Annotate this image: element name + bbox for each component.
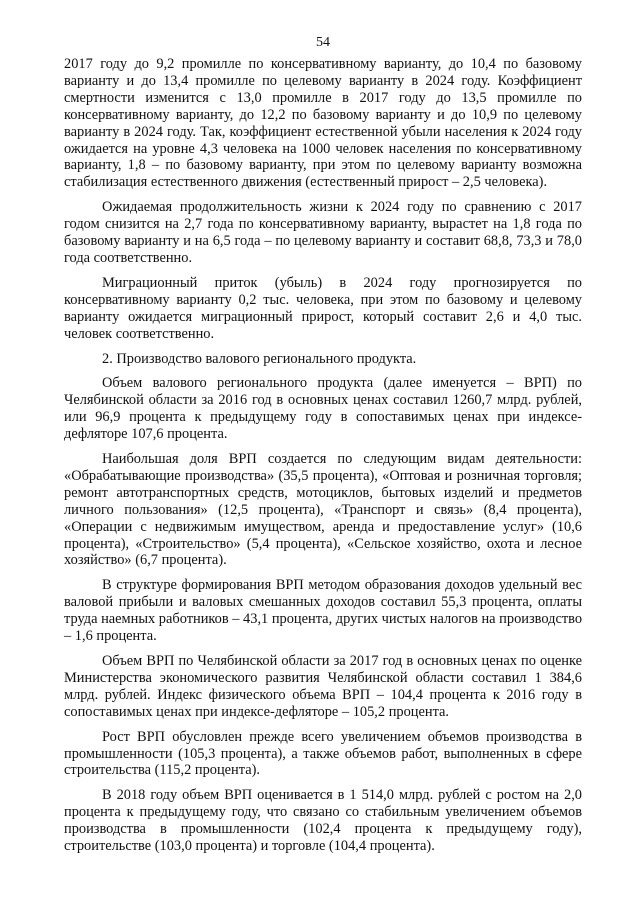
paragraph-grp-activity-shares: Наибольшая доля ВРП создается по следующим видам деятельности: «Обрабатывающие производства» (35,5 процента), «Оптовая и розничная торговля; ремонт автотранспортных средств, мотоциклов, бытовых изделий и предметов личного пользования» (12,5 процента), «Транспорт и связь» (8,4 процента), «Операции с недвижимым имуществом, аренда и предоставление услуг» (10,6 процента), «Строительство» (5,4 процента), «Сельское хозяйство, охота и лесное хозяйство» (6,7 процента). — [64, 451, 582, 569]
section-heading-grp: 2. Производство валового регионального продукта. — [102, 350, 417, 367]
paragraph-grp-2017: Объем ВРП по Челябинской области за 2017 год в основных ценах по оценке Министерства экономического развития Челябинской области составил 1 384,6 млрд. рублей. Индекс физического объема ВРП – 104,4 процента к 2016 году в сопоставимых ценах при индексе-дефляторе – 105,2 процента. — [64, 653, 582, 720]
paragraph-migration: Миграционный приток (убыль) в 2024 году прогнозируется по консервативному варианту 0,2 тыс. человека, при этом по базовому и целевому варианту ожидается миграционный прирост, который составит 2,6 и 4,0 тыс. человек соответственно. — [64, 274, 582, 342]
paragraph-life-expectancy: Ожидаемая продолжительность жизни к 2024 году по сравнению с 2017 годом снизится на 2,7 года по консервативному варианту, вырастет на 1,8 года по базовому варианту и на 6,5 года – по целевому варианту и составит 68,8, 73,3 и 78,0 года соответственно. — [64, 199, 582, 266]
document-body — [64, 56, 582, 855]
paragraph-grp-2016: Объем валового регионального продукта (далее именуется – ВРП) по Челябинской области за 2016 год в основных ценах составил 1260,7 млрд. рублей, или 96,9 процента к предыдущему году в сопоставимых ценах при индексе-дефляторе 107,6 процента. — [64, 375, 582, 443]
page-number: 54 — [316, 35, 330, 50]
paragraph-grp-2018: В 2018 году объем ВРП оценивается в 1 514,0 млрд. рублей с ростом на 2,0 процента к предыдущему году, что связано со стабильным увеличением объемов производства в промышленности (102,4 процента к предыдущему году), строительстве (103,0 процента) и торговле (104,4 процента). — [64, 787, 582, 855]
paragraph-grp-growth-drivers: Рост ВРП обусловлен прежде всего увеличением объемов производства в промышленности (105,3 процента), а также объемов работ, выполненных в сфере строительства (115,2 процента). — [64, 728, 582, 779]
paragraph-grp-income-structure: В структуре формирования ВРП методом образования доходов удельный вес валовой прибыли и валовых смешанных доходов составил 55,3 процента, оплаты труда наемных работников – 43,1 процента, других чистых налогов на производство – 1,6 процента. — [64, 577, 583, 645]
document-page — [64, 34, 582, 863]
paragraph-birth-mortality-rates: 2017 году до 9,2 промилле по консервативному варианту, до 10,4 по базовому варианту и до 13,4 промилле по целевому варианту в 2024 году. Коэффициент смертности изменится с 13,0 промилле в 2017 году до 13,5 промилле по консервативному варианту, до 12,2 по базовому варианту и до 10,9 по целевому варианту в 2024 году. Так, коэффициент естественной убыли населения к 2024 году ожидается на уровне 4,3 человека на 1000 человек населения по консервативному варианту, 1,8 – по базовому варианту, при этом по целевому варианту возможна стабилизация естественного движения (естественный прирост – 2,5 человека). — [64, 56, 582, 191]
